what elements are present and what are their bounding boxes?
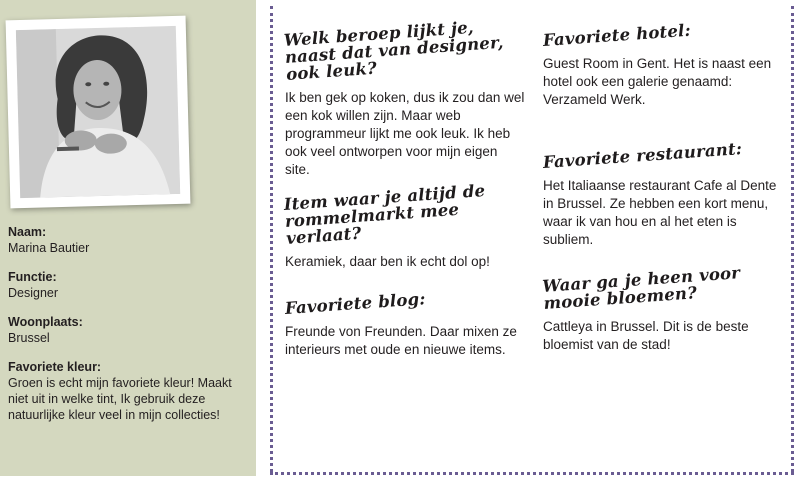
answer-text: Freunde von Freunden. Daar mixen ze interieurs met oude en nieuwe items. [285, 324, 517, 357]
profile-field-residence [8, 314, 248, 346]
profile-field-name [8, 224, 248, 256]
field-label: Functie: [8, 270, 57, 284]
dotted-border-left [270, 6, 273, 472]
portrait-photo [16, 26, 180, 198]
question-heading: Favoriete blog: [284, 289, 427, 318]
field-value: Designer [8, 286, 59, 300]
field-value: Groen is echt mijn favoriete kleur! Maakt niet uit in welke tint, Ik gebruik deze natuurlijke kleur veel in mijn collecties! [8, 376, 232, 422]
dotted-border-right [791, 6, 794, 472]
profile-field-favorite-color [8, 359, 248, 423]
qa-item-profession [283, 17, 525, 179]
profile-info [8, 224, 248, 436]
field-label: Woonplaats: [8, 315, 83, 329]
question-heading: Welk beroep lijkt je, naast dat van designer, ook leuk? [283, 17, 505, 84]
photo-frame [6, 16, 191, 209]
profile-field-function [8, 269, 248, 301]
question-heading: Favoriete restaurant: [542, 139, 743, 172]
field-label: Favoriete kleur: [8, 360, 102, 374]
answer-text: Het Italiaanse restaurant Cafe al Dente in Brussel. Ze hebben een kort menu, waar ik van hou en al het eten is subliem. [543, 178, 777, 247]
question-heading: Item waar je altijd de rommelmarkt mee verlaat? [283, 180, 486, 248]
qa-item-restaurant [542, 139, 783, 249]
qa-item-blog [284, 289, 525, 359]
qa-item-flowers [541, 263, 783, 354]
question-heading: Waar ga je heen voor mooie bloemen? [541, 263, 741, 313]
qa-item-hotel [542, 20, 783, 109]
qa-item-flea-market [283, 180, 525, 271]
dotted-border-bottom [270, 472, 794, 475]
field-label: Naam: [8, 225, 47, 239]
field-value: Brussel [8, 331, 50, 345]
profile-sidebar [0, 0, 256, 476]
answer-text: Keramiek, daar ben ik echt dol op! [285, 254, 490, 269]
question-heading: Favoriete hotel: [542, 20, 692, 50]
answer-text: Ik ben gek op koken, dus ik zou dan wel een kok willen zijn. Maar web programmeur lijkt me ook leuk. Ik heb ook veel ontworpen voor mijn eigen site. [285, 90, 525, 177]
answer-text: Cattleya in Brussel. Dit is de beste bloemist van de stad! [543, 319, 749, 352]
field-value: Marina Bautier [8, 241, 90, 255]
portrait-illustration [16, 26, 180, 198]
answer-text: Guest Room in Gent. Het is naast een hotel ook een galerie genaamd: Verzameld Werk. [543, 56, 772, 107]
